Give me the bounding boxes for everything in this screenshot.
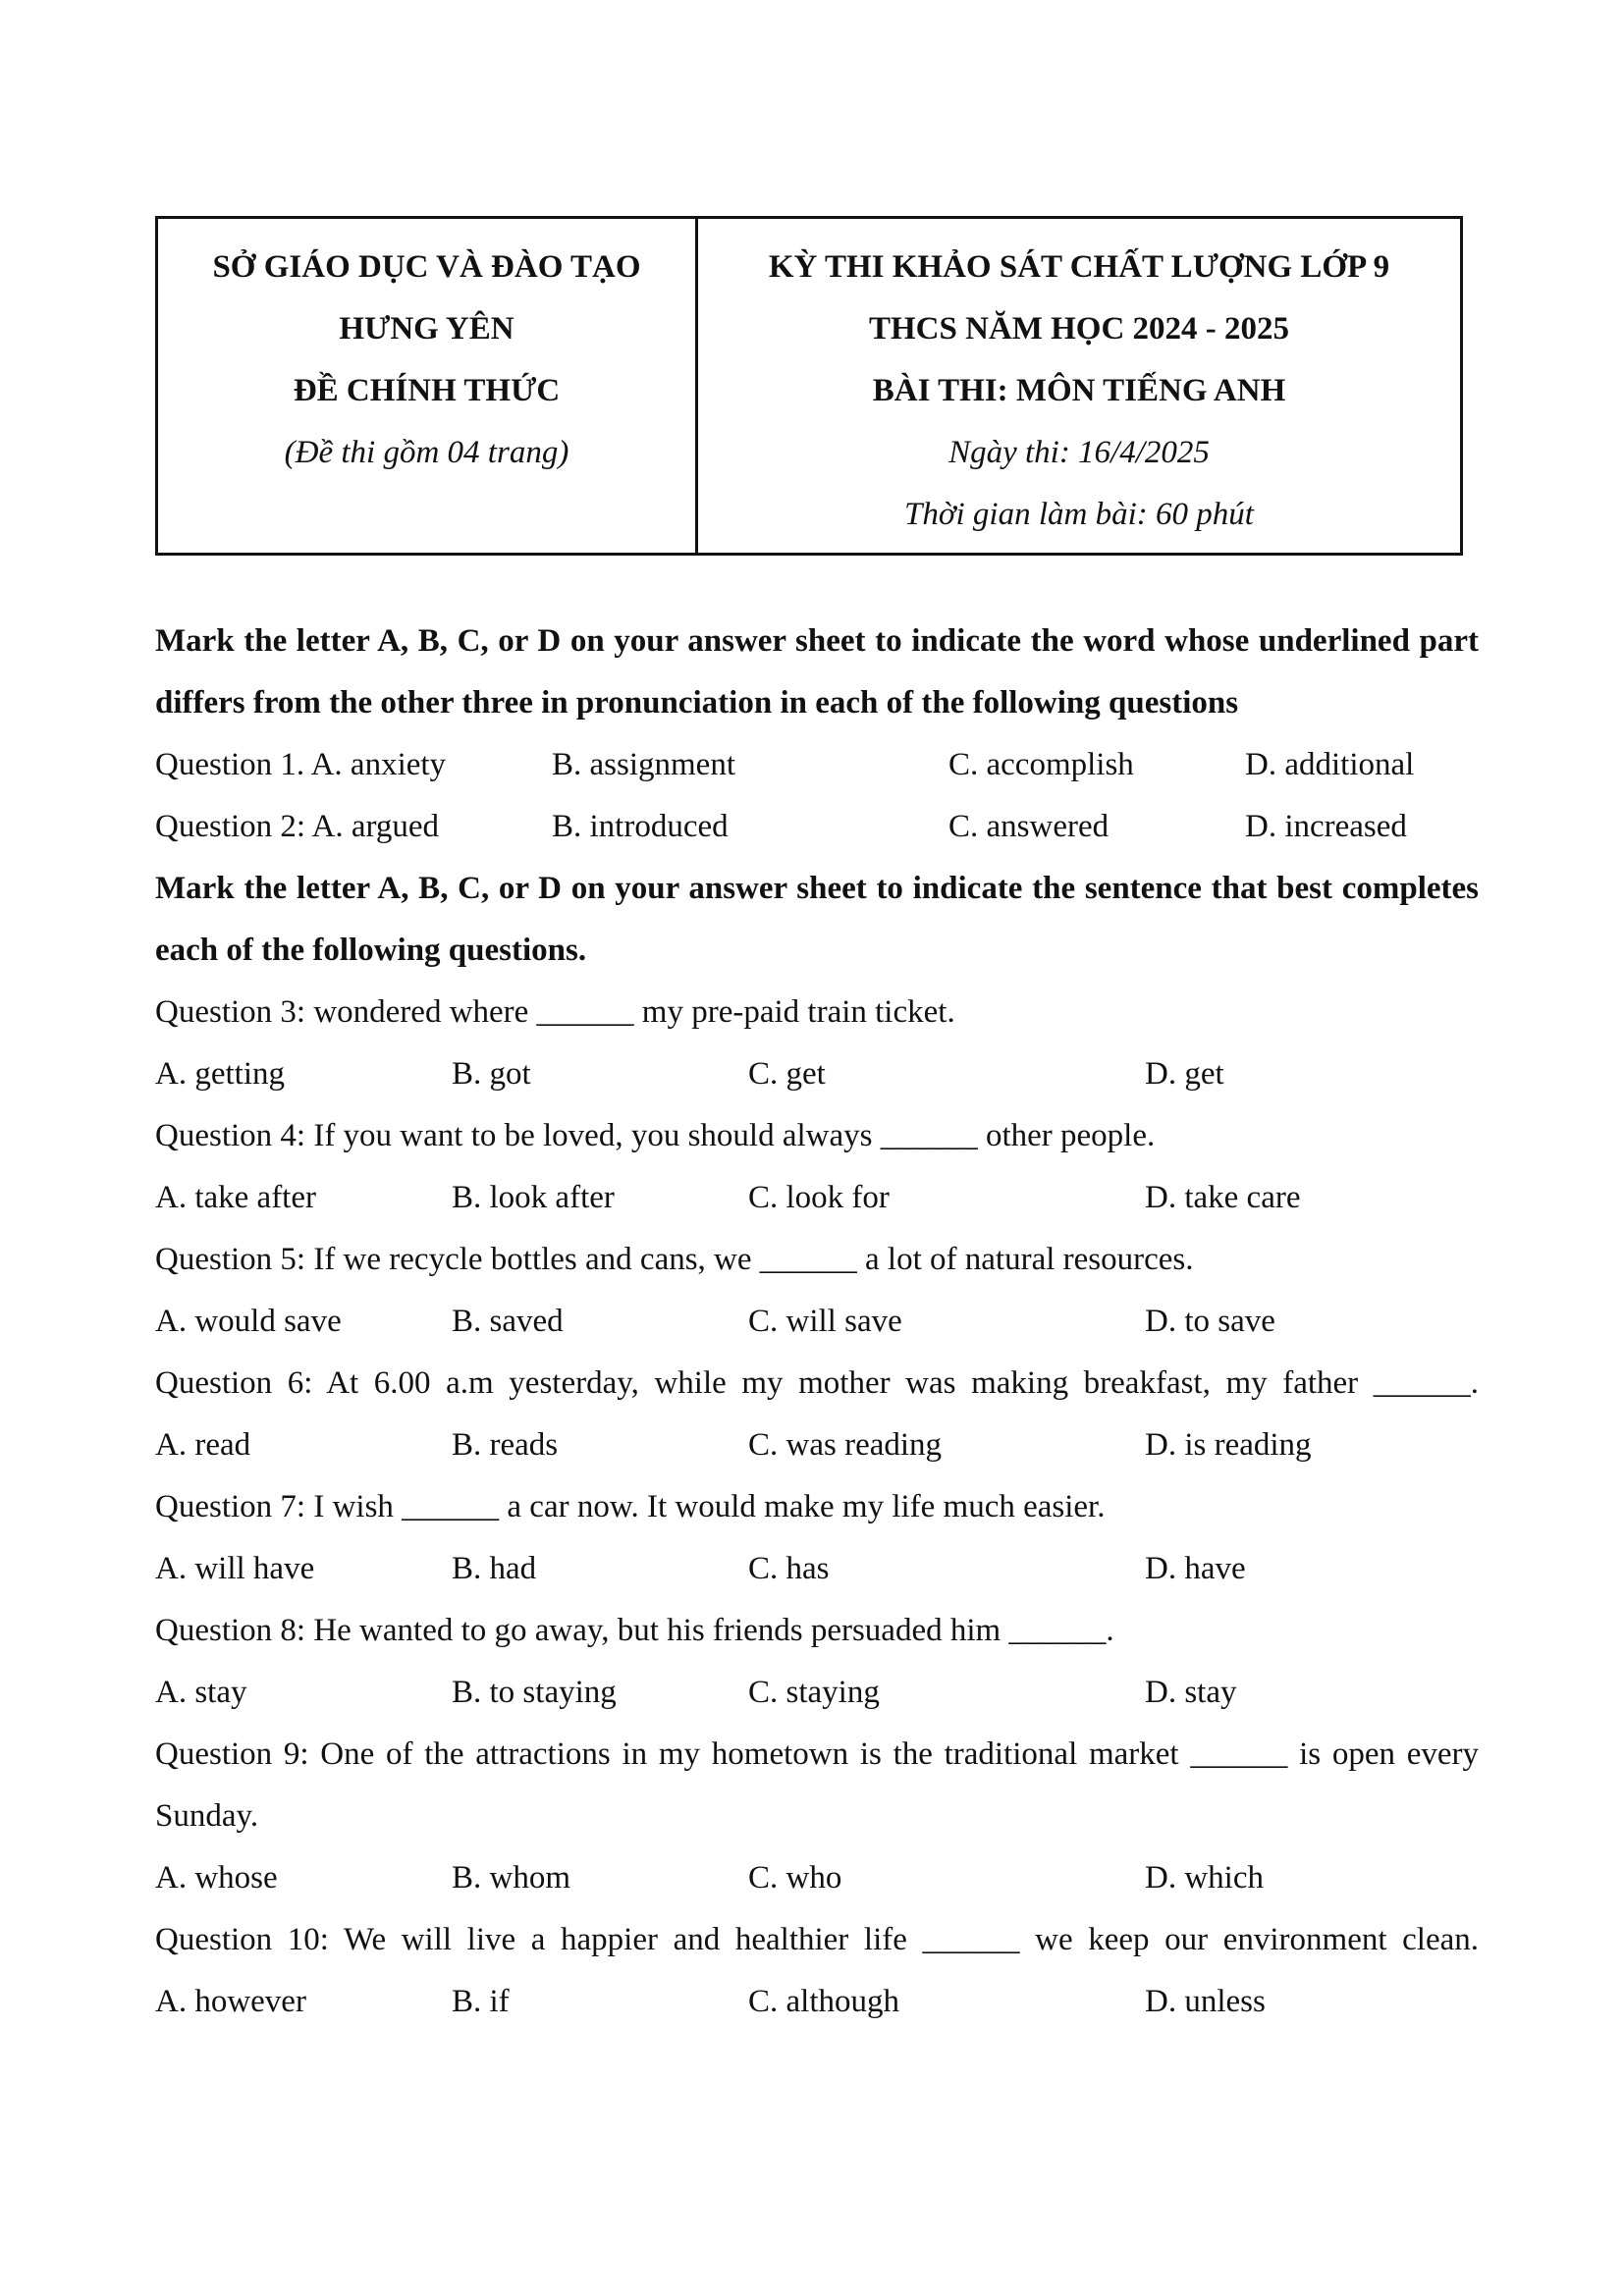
department-name: SỞ GIÁO DỤC VÀ ĐÀO TẠO [212,249,641,285]
header-right-cell [698,219,1460,553]
exam-header-table [155,216,1463,556]
option-b: B. reads [452,1427,559,1463]
option-b: B. had [452,1551,537,1586]
answer-options-row [155,1291,1479,1353]
option-a: A. stay [155,1675,247,1710]
option-c: C. get [748,1056,826,1092]
option-a: A. read [155,1427,251,1463]
answer-options-row [155,1043,1479,1105]
question-2-option-a: Question 2: A. argued [155,809,440,844]
question-8-text: Question 8: He wanted to go away, but his friends persuaded him ______. [155,1613,1114,1648]
question-2-option-b: B. introduced [552,809,729,844]
option-b: B. whom [452,1860,571,1896]
answer-options-row [155,1167,1479,1229]
question-10-text: Question 10: We will live a happier and healthier life ______ we keep our environment clean. [155,1922,1479,1957]
option-d: D. unless [1145,1984,1266,2019]
question-row [155,796,1479,858]
header-left-cell [158,219,698,553]
option-c: C. staying [748,1675,880,1710]
question-6-text: Question 6: At 6.00 a.m yesterday, while my mother was making breakfast, my father ______. [155,1365,1479,1401]
exam-duration: Thời gian làm bài: 60 phút [904,497,1254,532]
province-name: HƯNG YÊN [339,311,514,347]
page-count-note: (Đề thi gồm 04 trang) [284,435,569,470]
option-c: C. look for [748,1180,890,1215]
exam-date: Ngày thi: 16/4/2025 [948,435,1210,470]
subject-title: BÀI THI: MÔN TIẾNG ANH [872,373,1286,408]
option-b: B. to staying [452,1675,617,1710]
option-a: A. whose [155,1860,278,1896]
option-a: A. would save [155,1304,342,1339]
question-3-text: Question 3: wondered where ______ my pre-paid train ticket. [155,994,955,1030]
question-7-text: Question 7: I wish ______ a car now. It would make my life much easier. [155,1489,1106,1524]
option-d: D. stay [1145,1675,1237,1710]
option-c: C. has [748,1551,830,1586]
option-b: B. saved [452,1304,564,1339]
exam-body [155,611,1479,2033]
answer-options-row [155,1847,1479,1909]
question-1-option-c: C. accomplish [948,747,1134,782]
answer-options-row [155,1971,1479,2033]
question-4-text: Question 4: If you want to be loved, you should always ______ other people. [155,1118,1156,1153]
option-d: D. have [1145,1551,1246,1586]
option-d: D. take care [1145,1180,1301,1215]
option-a: A. getting [155,1056,285,1092]
section2-instruction: Mark the letter A, B, C, or D on your answer sheet to indicate the sentence that best completes each of the following questions. [155,871,1479,968]
option-b: B. if [452,1984,510,2019]
school-year: THCS NĂM HỌC 2024 - 2025 [868,311,1290,347]
question-2-option-d: D. increased [1245,809,1407,844]
option-d: D. get [1145,1056,1224,1092]
option-a: A. however [155,1984,306,2019]
option-a: A. take after [155,1180,316,1215]
option-b: B. look after [452,1180,615,1215]
option-d: D. is reading [1145,1427,1312,1463]
answer-options-row [155,1662,1479,1724]
option-d: D. which [1145,1860,1264,1896]
option-d: D. to save [1145,1304,1275,1339]
option-c: C. will save [748,1304,902,1339]
question-1-option-b: B. assignment [552,747,735,782]
option-b: B. got [452,1056,531,1092]
section1-instruction: Mark the letter A, B, C, or D on your answer sheet to indicate the word whose underlined part differs from the other three in pronunciation in each of the following questions [155,623,1479,721]
question-1-option-a: Question 1. A. anxiety [155,747,447,782]
answer-options-row [155,1415,1479,1476]
option-c: C. although [748,1984,899,2019]
exam-title: KỲ THI KHẢO SÁT CHẤT LƯỢNG LỚP 9 [768,249,1390,285]
answer-options-row [155,1538,1479,1600]
official-exam-label: ĐỀ CHÍNH THỨC [293,373,561,408]
question-2-option-c: C. answered [948,809,1110,844]
option-a: A. will have [155,1551,315,1586]
question-9-text: Question 9: One of the attractions in my hometown is the traditional market ______ is open every Sunday. [155,1736,1479,1834]
question-row [155,734,1479,796]
option-c: C. was reading [748,1427,943,1463]
question-5-text: Question 5: If we recycle bottles and cans, we ______ a lot of natural resources. [155,1242,1194,1277]
question-1-option-d: D. additional [1245,747,1415,782]
option-c: C. who [748,1860,842,1896]
